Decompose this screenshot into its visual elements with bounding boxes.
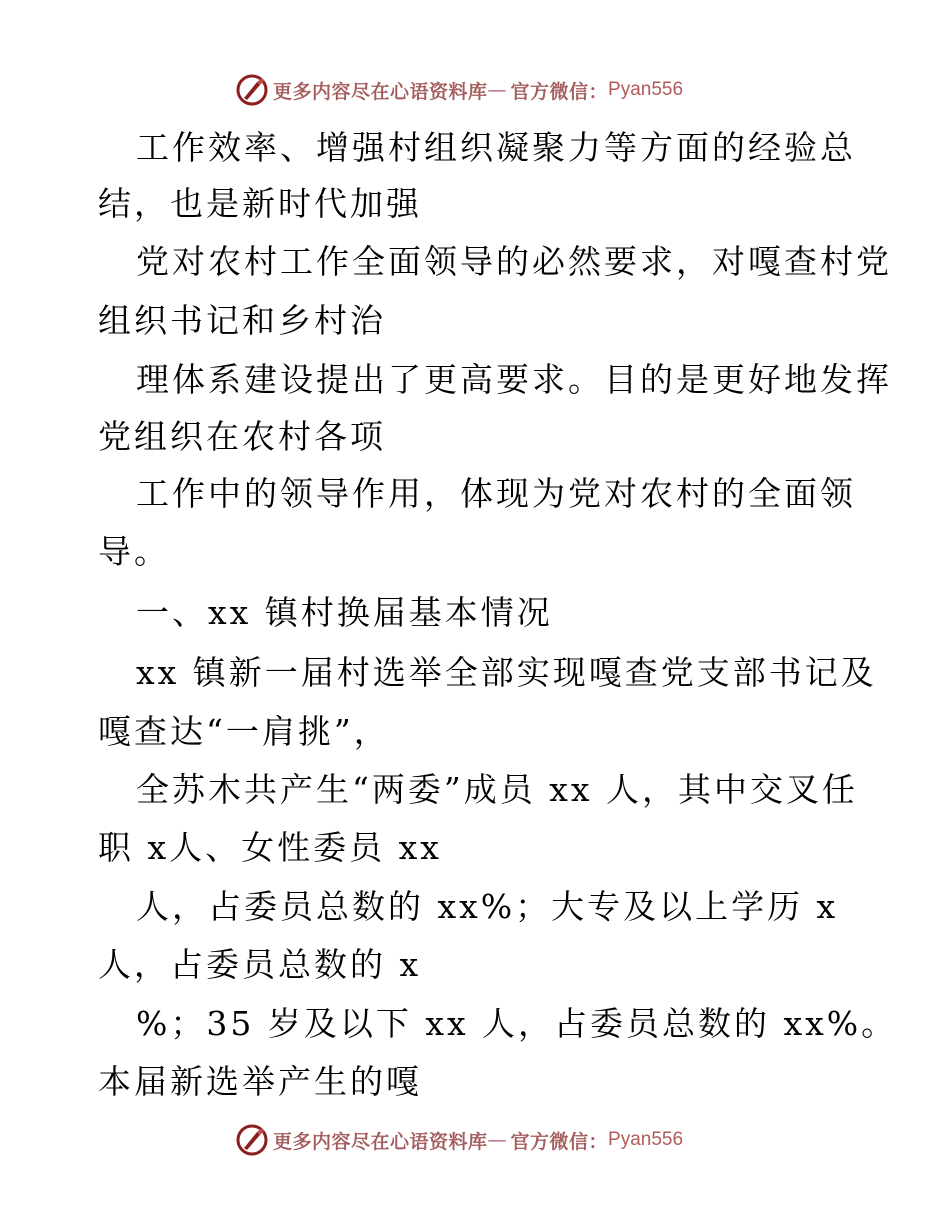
section-heading: 一、xx 镇村换届基本情况	[136, 593, 553, 632]
text-line: 党对农村工作全面领导的必然要求，对嘎查村党	[136, 242, 892, 281]
text-line: xx 镇新一届村选举全部实现嘎查党支部书记及	[136, 653, 877, 692]
text-line: 本届新选举产生的嘎	[98, 1062, 422, 1101]
text-line: 人，占委员总数的 xx%；大专及以上学历 x	[136, 887, 839, 926]
header-banner	[235, 72, 755, 108]
header-separator: —	[487, 79, 507, 101]
footer-wechat-id: Pyan556	[608, 1129, 684, 1150]
text-line: 职 x人、女性委员 xx	[98, 828, 442, 867]
footer-banner	[235, 1122, 755, 1158]
header-wechat-label: 官方微信：	[510, 80, 609, 103]
text-line: 组织书记和乡村治	[98, 301, 386, 340]
text-line: 工作中的领导作用，体现为党对农村的全面领	[136, 474, 856, 513]
text-line: 党组织在农村各项	[98, 417, 386, 456]
text-line: 结，也是新时代加强	[98, 184, 422, 223]
text-line: 全苏木共产生“两委”成员 xx 人，其中交叉任	[136, 770, 858, 809]
text-line: 工作效率、增强村组织凝聚力等方面的经验总	[136, 128, 856, 167]
quill-logo-icon	[235, 73, 269, 107]
text-line: 人，占委员总数的 x	[98, 945, 422, 984]
footer-brand-text: 更多内容尽在心语资料库	[273, 1130, 488, 1153]
header-brand-text: 更多内容尽在心语资料库	[273, 80, 488, 103]
quill-logo-icon	[235, 1123, 269, 1157]
footer-wechat-label: 官方微信：	[510, 1130, 609, 1153]
text-line: %；35 岁及以下 xx 人，占委员总数的 xx%。	[136, 1004, 898, 1043]
text-line: 导。	[98, 532, 170, 571]
footer-separator: —	[487, 1129, 507, 1151]
text-line: 嘎查达“一肩挑”，	[98, 712, 390, 751]
text-line: 理体系建设提出了更高要求。目的是更好地发挥	[136, 360, 892, 399]
header-wechat-id: Pyan556	[608, 79, 684, 100]
